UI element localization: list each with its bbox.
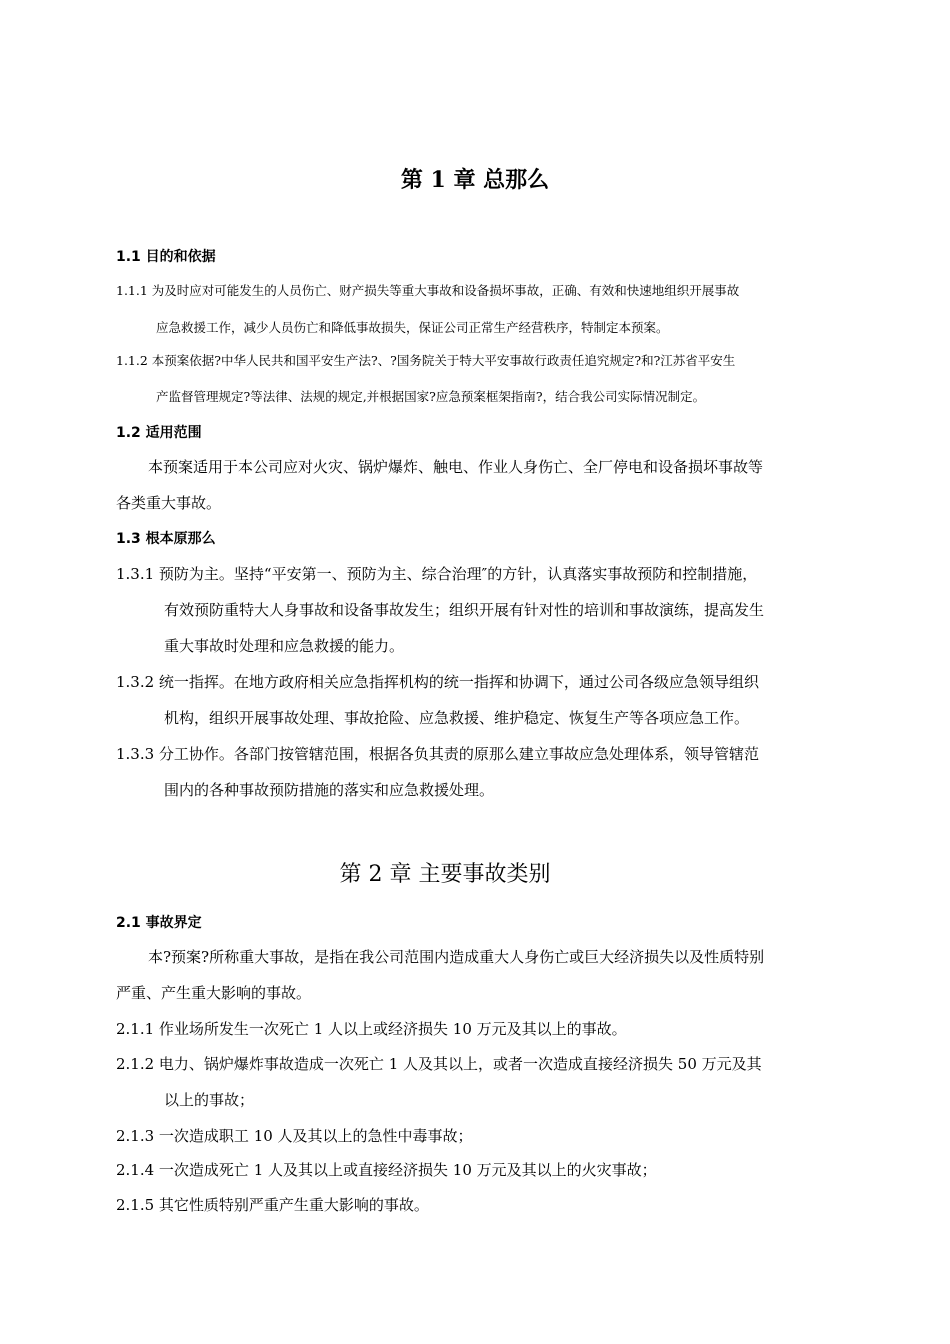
item-2-1-1: 2.1.1 作业场所发生一次死亡 1 人以上或经济损失 10 万元及其以上的事故。 [116,1020,627,1038]
para-1-2-line1: 本预案适用于本公司应对火灾、锅炉爆炸、触电、作业人身伤亡、全厂停电和设备损坏事故等 [148,458,764,476]
section-1-3-heading: 1.3 根本原那么 [116,531,216,547]
section-1-1-heading: 1.1 目的和依据 [116,249,216,265]
para-2-1-line2: 严重、产生重大影响的事故。 [116,984,312,1002]
item-2-1-3: 2.1.3 一次造成职工 10 人及其以上的急性中毒事故； [116,1127,473,1145]
para-1-3-3-line1: 1.3.3 分工协作。各部门按管辖范围，根据各负其责的原那么建立事故应急处理体系，领导管辖范 [116,745,759,763]
item-2-1-4: 2.1.4 一次造成死亡 1 人及其以上或直接经济损失 10 万元及其以上的火灾事故； [116,1161,657,1179]
para-1-3-2-line2: 机构，组织开展事故处理、事故抢险、应急救援、维护稳定、恢复生产等各项应急工作。 [164,709,750,727]
para-2-1-line1: 本?预案?所称重大事故，是指在我公司范围内造成重大人身伤亡或巨大经济损失以及性质特别 [148,948,765,966]
chapter-1-title: 第 1 章 总那么 [400,167,550,193]
para-1-1-2-line1: 1.1.2 本预案依据?中华人民共和国平安生产法?、?国务院关于特大平安事故行政责任追究规定?和?江苏省平安生 [116,353,736,368]
para-1-3-1-line1: 1.3.1 预防为主。坚持“平安第一、预防为主、综合治理″的方针，认真落实事故预防和控制措施， [116,565,758,583]
para-1-1-1-line1: 1.1.1 为及时应对可能发生的人员伤亡、财产损失等重大事故和设备损坏事故，正确、有效和快速地组织开展事故 [116,283,740,298]
para-1-3-1-line2: 有效预防重特大人身事故和设备事故发生；组织开展有针对性的培训和事故演练，提高发生 [164,601,765,619]
para-1-3-3-line2: 围内的各种事故预防措施的落实和应急救援处理。 [164,781,495,799]
para-1-1-2-line2: 产监督管理规定?等法律、法规的规定,并根据国家?应急预案框架指南?，结合我公司实际情况制定。 [156,389,706,404]
para-1-3-1-line3: 重大事故时处理和应急救援的能力。 [164,637,405,655]
item-2-1-5: 2.1.5 其它性质特别严重产生重大影响的事故。 [116,1196,429,1214]
item-2-1-2-line1: 2.1.2 电力、锅炉爆炸事故造成一次死亡 1 人及其以上，或者一次造成直接经济损失 50 万元及其 [116,1055,762,1073]
para-1-1-1-line2: 应急救援工作，减少人员伤亡和降低事故损失，保证公司正常生产经营秩序，特制定本预案。 [156,320,669,335]
item-2-1-2-line2: 以上的事故； [164,1091,255,1109]
section-1-2-heading: 1.2 适用范围 [116,425,202,441]
section-2-1-heading: 2.1 事故界定 [116,915,202,931]
para-1-3-2-line1: 1.3.2 统一指挥。在地方政府相关应急指挥机构的统一指挥和协调下，通过公司各级应急领导组织 [116,673,759,691]
para-1-2-line2: 各类重大事故。 [116,494,222,512]
chapter-2-title: 第 2 章 主要事故类别 [339,862,551,887]
